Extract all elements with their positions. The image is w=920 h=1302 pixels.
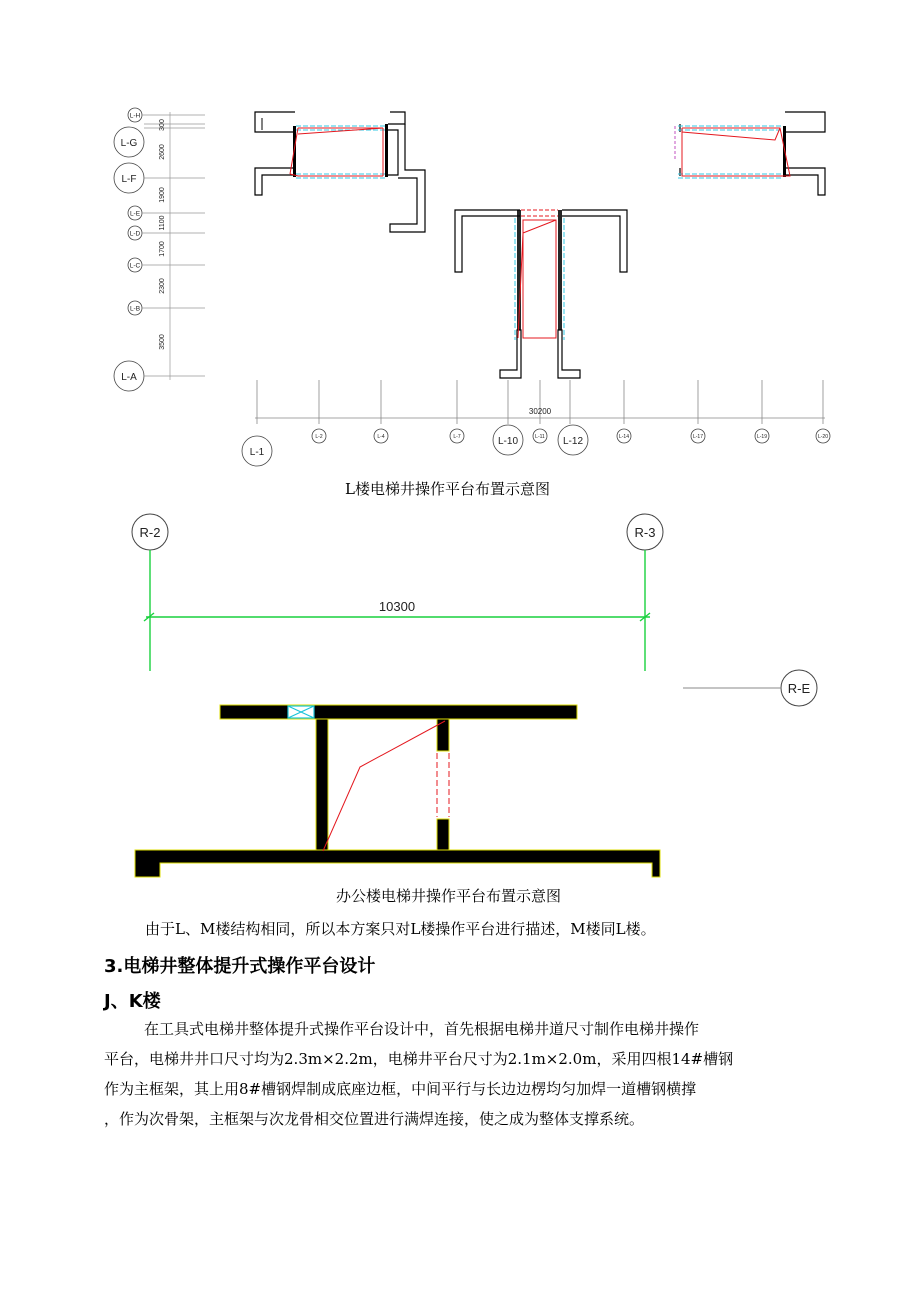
axis-label-L-10: L-10 [497, 436, 519, 447]
row-dim-4: 1700 [159, 241, 166, 257]
paragraph-2-line-1: 在工具式电梯井整体提升式操作平台设计中，首先根据电梯井道尺寸制作电梯井操作 [144, 1020, 700, 1038]
axis-label-L-19: L-19 [756, 434, 768, 440]
axis-label-L-H: L-H [129, 112, 141, 120]
axis-label-L-D: L-D [129, 230, 141, 238]
axis-label-L-4: L-4 [377, 434, 385, 440]
axis-label-L-17: L-17 [692, 434, 704, 440]
paragraph-1: 由于L、M楼结构相同，所以本方案只对L楼操作平台进行描述，M楼同L楼。 [145, 920, 656, 938]
row-dim-5: 2300 [159, 278, 166, 294]
axis-label-L-2: L-2 [315, 434, 323, 440]
axis-label-L-14: L-14 [618, 434, 630, 440]
row-dim-3: 1100 [159, 215, 166, 231]
overall-dimension: 30200 [528, 407, 552, 416]
sub-heading: J、K楼 [104, 991, 161, 1012]
row-dim-0: 300 [159, 119, 166, 131]
axis-label-L-1: L-1 [249, 447, 265, 458]
axis-label-L-12: L-12 [562, 436, 584, 447]
row-dim-1: 2600 [159, 144, 166, 160]
axis-label-R-2: R-2 [139, 525, 161, 540]
shaft-middle [455, 210, 627, 378]
paragraph-2-line-4: ，作为次骨架，主框架与次龙骨相交位置进行满焊连接，使之成为整体支撑系统。 [104, 1110, 645, 1128]
axis-label-L-F: L-F [121, 174, 137, 185]
axis-label-L-7: L-7 [453, 434, 461, 440]
figure2-dimension: 10300 [378, 599, 416, 614]
paragraph-2 [104, 1014, 844, 1134]
shaft-top-left [255, 112, 425, 232]
figure2-caption: 办公楼电梯井操作平台布置示意图 [336, 887, 562, 905]
row-dim-2: 1900 [159, 187, 166, 203]
axis-label-L-11: L-11 [535, 434, 545, 440]
shaft-top-right [675, 112, 825, 195]
axis-label-R-E: R-E [787, 681, 811, 696]
row-dim-6: 3500 [159, 334, 166, 350]
axis-label-L-20: L-20 [817, 434, 829, 440]
axis-label-L-G: L-G [120, 138, 138, 149]
axis-label-L-B: L-B [129, 305, 141, 313]
paragraph-2-line-3: 作为主框架，其上用8#槽钢焊制成底座边框，中间平行与长边边楞均匀加焊一道槽钢横撑 [104, 1080, 697, 1098]
figure1-caption: L楼电梯井操作平台布置示意图 [345, 480, 550, 498]
paragraph-2-line-2: 平台，电梯井井口尺寸均为2.3m×2.2m，电梯井平台尺寸为2.1m×2.0m，采用四根14#槽钢 [104, 1050, 734, 1068]
axis-label-R-3: R-3 [634, 525, 656, 540]
section-heading: 3.电梯井整体提升式操作平台设计 [104, 956, 376, 977]
figure2-drawing [0, 505, 920, 880]
figure1-drawing [0, 0, 920, 470]
office-shaft-walls [135, 705, 660, 877]
axis-label-L-A: L-A [121, 372, 137, 383]
axis-label-L-E: L-E [129, 210, 141, 218]
axis-label-L-C: L-C [129, 262, 141, 270]
office-platform-outline [323, 721, 449, 851]
